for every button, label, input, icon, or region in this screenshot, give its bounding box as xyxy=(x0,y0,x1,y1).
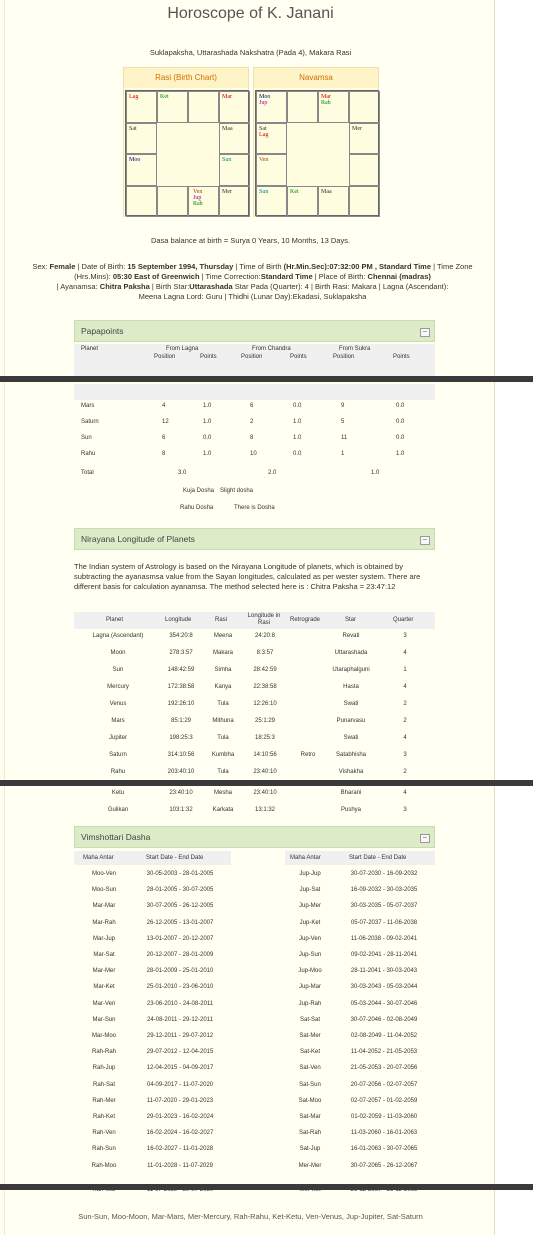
col-from-sukra: From Sukra xyxy=(339,346,371,352)
navamsa-chart-title: Navamsa xyxy=(254,68,378,88)
page-subtitle: Suklapaksha, Uttarashada Nakshatra (Pada 4), Makara Rasi xyxy=(149,48,352,57)
table-row: Rah-Moo 11-01-2028 - 11-07-2029 Mer-Mer 30-07-2065 - 26-12-2067 xyxy=(91,1162,418,1169)
nirayana-table-header: Planet Longitude Rasi Longitude in Rasi Retrograde Star Quarter xyxy=(74,612,435,629)
nirayana-title: Nirayana Longitude of Planets xyxy=(81,534,195,544)
page-title: Horoscope of K. Janani xyxy=(167,5,334,22)
chart-house xyxy=(256,123,287,155)
dasha-table-header-right: Maha Antar Start Date - End Date xyxy=(285,851,435,865)
table-row: Saturn 12 1.0 2 1.0 5 0.0 xyxy=(81,419,405,425)
planet-maa: Maa xyxy=(321,188,332,195)
planet-lag: Lag xyxy=(129,94,139,100)
page-break xyxy=(0,376,533,382)
vimshottari-title: Vimshottari Dasha xyxy=(81,832,151,842)
table-row: Rah-Mer 11-07-2020 - 29-01-2023 Sat-Moo 02-07-2057 - 01-02-2059 xyxy=(92,1097,418,1104)
chart-house xyxy=(318,186,349,218)
collapse-button[interactable]: – xyxy=(420,834,430,843)
page-break xyxy=(0,1184,533,1190)
page-break xyxy=(0,780,533,786)
chart-house xyxy=(349,91,380,123)
dosha-row: Kuja Dosha Slight dosha xyxy=(183,488,254,494)
table-row: Moo-Ven 30-05-2003 - 28-01-2005 Jup-Jup 30-07-2030 - 16-09-2032 xyxy=(91,871,418,877)
col-planet: Planet xyxy=(81,346,99,352)
table-row: Mercury 172:38:58 Kanya 22:38:58 Hasta 4 xyxy=(107,684,407,690)
chart-house xyxy=(126,123,157,155)
col-from-chandra: From Chandra xyxy=(252,346,291,352)
planet-sat: Sat xyxy=(129,125,137,132)
chart-house xyxy=(318,91,349,123)
table-row: Moon 278:3:57 Makara 8:3:57 Uttarashada 4 xyxy=(110,650,407,656)
col-from-lagna: From Lagna xyxy=(166,346,199,352)
chart-house xyxy=(219,123,250,155)
table-row: Mar-Mer 28-01-2009 - 25-01-2010 Jup-Moo 28-11-2041 - 30-03-2043 xyxy=(92,968,418,975)
table-row: Sun 148:42:59 Simha 28:42:59 Utaraphalguni 1 xyxy=(112,667,407,673)
rasi-chart-title: Rasi (Birth Chart) xyxy=(124,68,248,88)
chart-house xyxy=(287,91,318,123)
planet-sat: Sat xyxy=(259,125,267,132)
chart-house xyxy=(349,186,380,218)
table-row: Mar-Sun 24-08-2011 - 29-12-2011 Sat-Sat 30-07-2046 - 02-08-2049 xyxy=(92,1016,418,1023)
planet-mer: Mer xyxy=(352,125,362,132)
table-row: Rah-Rah 29-07-2012 - 12-04-2015 Sat-Ket 11-04-2052 - 21-05-2053 xyxy=(91,1049,418,1056)
planet-lag: Lag xyxy=(259,131,269,138)
table-row: Rahu 8 1.0 10 0.0 1 1.0 xyxy=(81,451,405,457)
col-position: Position xyxy=(333,354,355,360)
planet-jup: Jup xyxy=(193,194,202,201)
table-row: Rah-Sun 16-02-2027 - 11-01-2028 Sat-Jup 16-01-2063 - 30-07-2065 xyxy=(92,1146,418,1153)
rasi-grid xyxy=(125,90,249,216)
chart-house xyxy=(349,154,380,186)
page-margin xyxy=(495,0,533,1235)
planet-jup: Jup xyxy=(259,100,268,106)
table-row: Mar-Mar 30-07-2005 - 26-12-2005 Jup-Mer 30-03-2035 - 05-07-2037 xyxy=(92,903,418,910)
rasi-chart xyxy=(123,67,249,217)
table-row: Venus 192:26:10 Tula 12:26:10 Swati 2 xyxy=(109,701,407,707)
table-row: Mars 4 1.0 6 0.0 9 0.0 xyxy=(81,403,405,409)
planet-ket: Ket xyxy=(290,188,299,195)
chart-house xyxy=(219,186,250,218)
planet-sun: Sun xyxy=(222,157,232,163)
table-row: Mar-Ket 25-01-2010 - 23-06-2010 Jup-Mar 30-03-2043 - 05-03-2044 xyxy=(93,984,418,991)
planet-ven: Ven xyxy=(259,157,269,163)
planet-mer: Mer xyxy=(222,188,232,195)
planet-rah: Rah xyxy=(193,200,203,207)
table-row: Rah-Sat 04-09-2017 - 11-07-2020 Sat-Sun 20-07-2056 - 02-07-2057 xyxy=(92,1081,418,1088)
papapoints-table-header xyxy=(74,344,435,378)
table-row: Rah-Jup 12-04-2015 - 04-09-2017 Sat-Ven 21-05-2053 - 20-07-2056 xyxy=(92,1065,418,1072)
table-row: Jupiter 198:25:3 Tula 18:25:3 Swati 4 xyxy=(108,735,407,741)
table-row: Mar-Ven 23-06-2010 - 24-08-2011 Jup-Rah 05-03-2044 - 30-07-2046 xyxy=(92,1000,418,1007)
table-row: Mar-Sat 20-12-2007 - 28-01-2009 Jup-Sun 09-02-2041 - 28-11-2041 xyxy=(93,952,418,958)
chart-house xyxy=(256,91,287,123)
col-position: Position xyxy=(241,354,263,360)
table-row: Mar-Rah 26-12-2005 - 13-01-2007 Jup-Ket 05-07-2037 - 11-06-2038 xyxy=(92,919,418,926)
chart-house xyxy=(256,186,287,218)
dasha-table-header-left: Maha Antar Start Date - End Date xyxy=(74,851,231,865)
table-row: Gulikan 103:1:32 Karkata 13:1:32 Pushya 3 xyxy=(107,807,407,813)
papapoints-total-row: Total 3.0 2.0 1.0 xyxy=(81,470,380,476)
nirayana-description: The Indian system of Astrology is based on the Nirayana Longitude of planets, which is obtained by subtracting the ayanasmsa value from the Sayan longitudes, calculated as per wester system. There are different basis for calculation ayanamsa. The method selected here is : Chitra Paksha = 23:47:12 xyxy=(74,562,421,591)
col-points: Points xyxy=(393,354,410,360)
table-row: Lagna (Ascendant) 354:20:8 Meena 24:20:8 Revati 3 xyxy=(92,633,407,639)
planet-ven: Ven xyxy=(193,188,203,195)
planet-mar: Mar xyxy=(321,94,331,100)
birth-info: Sex: Female | Date of Birth: 15 September 1994, Thursday | Time of Birth (Hr.Min.Sec):07:32:00 PM , Standard Time | Time Zone (Hrs.Mins): 05:30 East of Greenwich | Time Correction:Standard Time | Place of Birth: Chennai (madras) | Ayanamsa: Chitra Paksha | Birth Star:Uttarashada Star Pada (Quarter): 4 | Birth Rasi: Makara | Lagna (Ascendant): Meena Lagna Lord: Guru | Thidhi (Lunar Day):Ekadasi, Suklapaksha xyxy=(32,262,473,301)
navamsa-chart xyxy=(253,67,379,217)
col-points: Points xyxy=(290,354,307,360)
chart-house xyxy=(188,186,219,218)
table-row: Rahu 203:40:10 Tula 23:40:10 Vishakha 2 xyxy=(110,769,407,775)
chart-house xyxy=(126,186,157,218)
planet-moo: Moo xyxy=(259,94,271,100)
papapoints-header xyxy=(74,320,435,342)
page xyxy=(4,0,495,1235)
chart-house xyxy=(349,123,380,155)
planet-moo: Moo xyxy=(129,157,141,163)
chart-house xyxy=(219,91,250,123)
table-row: Mars 85:1:29 Mithuna 25:1:29 Punarvasu 2 xyxy=(111,718,407,724)
table-row: Rah-Ven 16-02-2024 - 16-02-2027 Sat-Rah 11-03-2060 - 16-01-2063 xyxy=(92,1130,418,1137)
table-row: Mar-Moo 29-12-2011 - 29-07-2012 Sat-Mer 02-08-2049 - 11-04-2052 xyxy=(91,1033,418,1039)
papapoints-title: Papapoints xyxy=(81,326,124,336)
chart-house xyxy=(287,186,318,218)
chart-house xyxy=(188,91,219,123)
papapoints-table-header-continued xyxy=(74,384,435,400)
collapse-button[interactable]: – xyxy=(420,536,430,545)
chart-house xyxy=(219,154,250,186)
nirayana-header xyxy=(74,528,435,550)
collapse-button[interactable]: – xyxy=(420,328,430,337)
chart-house xyxy=(126,91,157,123)
table-row: Moo-Sun 28-01-2005 - 30-07-2005 Jup-Sat 16-09-2032 - 30-03-2035 xyxy=(91,887,418,894)
table-row: Sun 6 0.0 8 1.0 11 0.0 xyxy=(81,435,405,441)
dasa-balance: Dasa balance at birth = Surya 0 Years, 10 Months, 13 Days. xyxy=(150,236,351,245)
dosha-row: Rahu Dosha There is Dosha xyxy=(180,505,275,511)
chart-house xyxy=(157,91,188,123)
planet-ket: Ket xyxy=(160,94,169,100)
abbreviation-legend: Sun-Sun, Moo-Moon, Mar-Mars, Mer-Mercury, Rah-Rahu, Ket-Ketu, Ven-Venus, Jup-Jupiter, Sat-Saturn xyxy=(78,1212,423,1221)
navamsa-grid xyxy=(255,90,379,216)
planet-mar: Mar xyxy=(222,94,232,100)
planet-sun: Sun xyxy=(259,188,269,195)
table-row: Saturn 314:10:56 Kumbha 14:10:56 Retro Satabhisha 3 xyxy=(109,752,407,758)
chart-house xyxy=(256,154,287,186)
chart-house xyxy=(157,186,188,218)
vimshottari-header xyxy=(74,826,435,848)
planet-maa: Maa xyxy=(222,125,233,132)
table-row: Ketu 23:40:10 Mesha 23:40:10 Bharani 4 xyxy=(111,790,407,796)
chart-house xyxy=(126,154,157,186)
table-row: Rah-Ket 29-01-2023 - 16-02-2024 Sat-Mar 01-02-2059 - 11-03-2060 xyxy=(92,1114,418,1120)
table-row: Mar-Jup 13-01-2007 - 20-12-2007 Jup-Ven 11-06-2038 - 09-02-2041 xyxy=(92,935,418,942)
col-position: Position xyxy=(154,354,176,360)
col-points: Points xyxy=(200,354,217,360)
planet-rah: Rah xyxy=(321,100,331,106)
